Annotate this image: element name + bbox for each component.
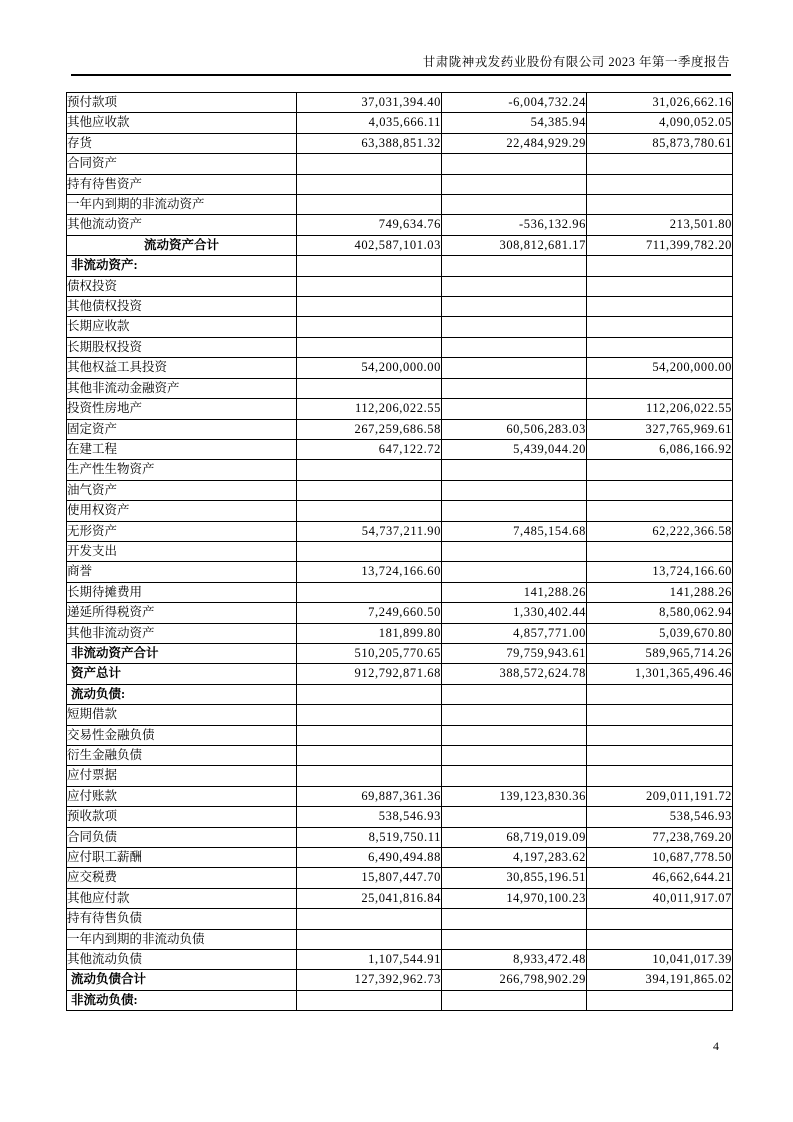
- item-label: 衍生金融负债: [67, 746, 297, 766]
- amount-col2: 30,855,196.51: [442, 868, 587, 888]
- amount-col3: 209,011,191.72: [587, 786, 733, 806]
- amount-col2: -6,004,732.24: [442, 93, 587, 113]
- amount-col2: [442, 705, 587, 725]
- table-row: [67, 582, 733, 602]
- item-label: 合同资产: [67, 154, 297, 174]
- amount-col1: 510,205,770.65: [297, 643, 442, 663]
- amount-col2: [442, 297, 587, 317]
- amount-col1: 181,899.80: [297, 623, 442, 643]
- amount-col1: [297, 541, 442, 561]
- table-row: [67, 725, 733, 745]
- item-label: 长期应收款: [67, 317, 297, 337]
- table-row: [67, 603, 733, 623]
- amount-col1: [297, 480, 442, 500]
- item-label: 应付票据: [67, 766, 297, 786]
- amount-col3: 112,206,022.55: [587, 399, 733, 419]
- amount-col2: [442, 317, 587, 337]
- item-label: 其他流动资产: [67, 215, 297, 235]
- amount-col2: [442, 807, 587, 827]
- amount-col1: [297, 174, 442, 194]
- item-label: 商誉: [67, 562, 297, 582]
- amount-col1: [297, 746, 442, 766]
- item-label: 在建工程: [67, 439, 297, 459]
- item-label: 持有待售负债: [67, 909, 297, 929]
- table-row: [67, 623, 733, 643]
- balance-sheet-table: [66, 92, 733, 1011]
- item-label: 长期股权投资: [67, 337, 297, 357]
- amount-col3: [587, 746, 733, 766]
- table-row: [67, 786, 733, 806]
- amount-col3: 711,399,782.20: [587, 235, 733, 255]
- amount-col2: 14,970,100.23: [442, 888, 587, 908]
- amount-col3: [587, 990, 733, 1010]
- amount-col2: [442, 480, 587, 500]
- amount-col3: [587, 929, 733, 949]
- table-row: [67, 990, 733, 1010]
- amount-col2: 308,812,681.17: [442, 235, 587, 255]
- amount-col2: 4,197,283.62: [442, 848, 587, 868]
- amount-col3: 213,501.80: [587, 215, 733, 235]
- amount-col3: 85,873,780.61: [587, 133, 733, 153]
- item-label: 预收款项: [67, 807, 297, 827]
- item-label: 流动负债:: [67, 684, 297, 704]
- item-label: 预付款项: [67, 93, 297, 113]
- item-label: 流动资产合计: [67, 235, 297, 255]
- item-label: 持有待售资产: [67, 174, 297, 194]
- amount-col2: [442, 684, 587, 704]
- item-label: 其他流动负债: [67, 950, 297, 970]
- table-row: [67, 133, 733, 153]
- amount-col3: 8,580,062.94: [587, 603, 733, 623]
- amount-col2: 60,506,283.03: [442, 419, 587, 439]
- item-label: 无形资产: [67, 521, 297, 541]
- amount-col2: [442, 195, 587, 215]
- item-label: 其他非流动金融资产: [67, 378, 297, 398]
- amount-col1: [297, 378, 442, 398]
- item-label: 一年内到期的非流动负债: [67, 929, 297, 949]
- item-label: 其他权益工具投资: [67, 358, 297, 378]
- table-row: [67, 358, 733, 378]
- item-label: 其他债权投资: [67, 297, 297, 317]
- amount-col1: 25,041,816.84: [297, 888, 442, 908]
- table-row: [67, 195, 733, 215]
- amount-col1: 538,546.93: [297, 807, 442, 827]
- item-label: 短期借款: [67, 705, 297, 725]
- table-row: [67, 684, 733, 704]
- table-row: [67, 439, 733, 459]
- amount-col1: 8,519,750.11: [297, 827, 442, 847]
- table-row: [67, 460, 733, 480]
- amount-col3: [587, 909, 733, 929]
- item-label: 其他非流动资产: [67, 623, 297, 643]
- amount-col1: [297, 990, 442, 1010]
- amount-col2: 7,485,154.68: [442, 521, 587, 541]
- amount-col2: [442, 460, 587, 480]
- amount-col1: 647,122.72: [297, 439, 442, 459]
- table-row: [67, 909, 733, 929]
- table-row: [67, 643, 733, 663]
- amount-col1: 127,392,962.73: [297, 970, 442, 990]
- amount-col2: 79,759,943.61: [442, 643, 587, 663]
- amount-col3: 62,222,366.58: [587, 521, 733, 541]
- table-row: [67, 337, 733, 357]
- amount-col1: 37,031,394.40: [297, 93, 442, 113]
- item-label: 流动负债合计: [67, 970, 297, 990]
- amount-col2: [442, 725, 587, 745]
- table-row: [67, 378, 733, 398]
- amount-col3: 6,086,166.92: [587, 439, 733, 459]
- amount-col3: 1,301,365,496.46: [587, 664, 733, 684]
- page-header: [66, 52, 730, 70]
- amount-col1: [297, 256, 442, 276]
- table-row: [67, 848, 733, 868]
- amount-col1: [297, 154, 442, 174]
- amount-col3: [587, 276, 733, 296]
- table-row: [67, 154, 733, 174]
- amount-col1: 13,724,166.60: [297, 562, 442, 582]
- table-row: [67, 521, 733, 541]
- item-label: 非流动负债:: [67, 990, 297, 1010]
- item-label: 非流动资产合计: [67, 643, 297, 663]
- amount-col2: [442, 562, 587, 582]
- table-row: [67, 174, 733, 194]
- amount-col3: [587, 154, 733, 174]
- table-row: [67, 929, 733, 949]
- amount-col3: [587, 337, 733, 357]
- amount-col1: [297, 684, 442, 704]
- amount-col2: 139,123,830.36: [442, 786, 587, 806]
- table-row: [67, 399, 733, 419]
- amount-col1: 1,107,544.91: [297, 950, 442, 970]
- page-number: 4: [713, 1039, 719, 1053]
- item-label: 应交税费: [67, 868, 297, 888]
- amount-col1: [297, 705, 442, 725]
- amount-col3: [587, 684, 733, 704]
- amount-col3: [587, 705, 733, 725]
- amount-col1: [297, 195, 442, 215]
- item-label: 油气资产: [67, 480, 297, 500]
- amount-col1: [297, 501, 442, 521]
- amount-col2: [442, 276, 587, 296]
- amount-col1: 63,388,851.32: [297, 133, 442, 153]
- item-label: 应付账款: [67, 786, 297, 806]
- amount-col3: 31,026,662.16: [587, 93, 733, 113]
- item-label: 存货: [67, 133, 297, 153]
- table-row: [67, 501, 733, 521]
- amount-col3: [587, 195, 733, 215]
- item-label: 固定资产: [67, 419, 297, 439]
- item-label: 开发支出: [67, 541, 297, 561]
- amount-col3: [587, 174, 733, 194]
- amount-col2: [442, 909, 587, 929]
- amount-col1: [297, 297, 442, 317]
- amount-col3: 10,687,778.50: [587, 848, 733, 868]
- amount-col2: [442, 358, 587, 378]
- amount-col1: 69,887,361.36: [297, 786, 442, 806]
- amount-col1: [297, 909, 442, 929]
- table-row: [67, 113, 733, 133]
- amount-col3: 10,041,017.39: [587, 950, 733, 970]
- item-label: 使用权资产: [67, 501, 297, 521]
- item-label: 投资性房地产: [67, 399, 297, 419]
- amount-col1: [297, 766, 442, 786]
- amount-col2: [442, 990, 587, 1010]
- amount-col2: [442, 541, 587, 561]
- amount-col2: 5,439,044.20: [442, 439, 587, 459]
- item-label: 其他应付款: [67, 888, 297, 908]
- item-label: 债权投资: [67, 276, 297, 296]
- amount-col3: 141,288.26: [587, 582, 733, 602]
- amount-col3: 589,965,714.26: [587, 643, 733, 663]
- table-row: [67, 705, 733, 725]
- item-label: 一年内到期的非流动资产: [67, 195, 297, 215]
- amount-col2: 266,798,902.29: [442, 970, 587, 990]
- item-label: 递延所得税资产: [67, 603, 297, 623]
- amount-col1: [297, 276, 442, 296]
- amount-col3: 46,662,644.21: [587, 868, 733, 888]
- amount-col3: [587, 378, 733, 398]
- amount-col2: 141,288.26: [442, 582, 587, 602]
- amount-col2: -536,132.96: [442, 215, 587, 235]
- amount-col2: [442, 174, 587, 194]
- amount-col1: 4,035,666.11: [297, 113, 442, 133]
- amount-col3: 54,200,000.00: [587, 358, 733, 378]
- amount-col2: 22,484,929.29: [442, 133, 587, 153]
- amount-col3: [587, 460, 733, 480]
- table-row: [67, 480, 733, 500]
- table-row: [67, 807, 733, 827]
- amount-col2: 4,857,771.00: [442, 623, 587, 643]
- amount-col2: [442, 337, 587, 357]
- table-row: [67, 664, 733, 684]
- amount-col1: 7,249,660.50: [297, 603, 442, 623]
- amount-col2: [442, 256, 587, 276]
- table-row: [67, 888, 733, 908]
- amount-col1: 54,200,000.00: [297, 358, 442, 378]
- balance-sheet-body: [67, 93, 733, 1011]
- table-row: [67, 827, 733, 847]
- amount-col2: [442, 766, 587, 786]
- table-row: [67, 868, 733, 888]
- amount-col2: [442, 929, 587, 949]
- table-row: [67, 93, 733, 113]
- table-row: [67, 766, 733, 786]
- item-label: 应付职工薪酬: [67, 848, 297, 868]
- amount-col1: 15,807,447.70: [297, 868, 442, 888]
- table-row: [67, 970, 733, 990]
- amount-col3: [587, 256, 733, 276]
- amount-col1: 402,587,101.03: [297, 235, 442, 255]
- amount-col3: 538,546.93: [587, 807, 733, 827]
- amount-col3: [587, 541, 733, 561]
- amount-col1: 6,490,494.88: [297, 848, 442, 868]
- amount-col3: [587, 766, 733, 786]
- amount-col3: 327,765,969.61: [587, 419, 733, 439]
- table-row: [67, 419, 733, 439]
- amount-col1: [297, 460, 442, 480]
- amount-col2: 388,572,624.78: [442, 664, 587, 684]
- amount-col3: [587, 317, 733, 337]
- amount-col2: 54,385.94: [442, 113, 587, 133]
- amount-col1: [297, 725, 442, 745]
- amount-col2: 68,719,019.09: [442, 827, 587, 847]
- amount-col2: 1,330,402.44: [442, 603, 587, 623]
- amount-col3: 13,724,166.60: [587, 562, 733, 582]
- amount-col2: [442, 399, 587, 419]
- item-label: 非流动资产:: [67, 256, 297, 276]
- amount-col3: [587, 501, 733, 521]
- amount-col1: 54,737,211.90: [297, 521, 442, 541]
- amount-col3: 40,011,917.07: [587, 888, 733, 908]
- amount-col3: [587, 725, 733, 745]
- amount-col1: [297, 929, 442, 949]
- header-title: 甘肃陇神戎发药业股份有限公司 2023 年第一季度报告: [422, 55, 730, 69]
- item-label: 生产性生物资产: [67, 460, 297, 480]
- table-row: [67, 256, 733, 276]
- amount-col2: [442, 378, 587, 398]
- table-row: [67, 541, 733, 561]
- table-row: [67, 317, 733, 337]
- amount-col3: 4,090,052.05: [587, 113, 733, 133]
- item-label: 合同负债: [67, 827, 297, 847]
- table-row: [67, 297, 733, 317]
- table-row: [67, 235, 733, 255]
- amount-col1: [297, 582, 442, 602]
- amount-col2: [442, 746, 587, 766]
- item-label: 资产总计: [67, 664, 297, 684]
- amount-col1: 912,792,871.68: [297, 664, 442, 684]
- table-row: [67, 562, 733, 582]
- amount-col3: 5,039,670.80: [587, 623, 733, 643]
- table-row: [67, 276, 733, 296]
- amount-col1: [297, 337, 442, 357]
- amount-col3: 394,191,865.02: [587, 970, 733, 990]
- item-label: 交易性金融负债: [67, 725, 297, 745]
- item-label: 其他应收款: [67, 113, 297, 133]
- amount-col3: [587, 480, 733, 500]
- item-label: 长期待摊费用: [67, 582, 297, 602]
- amount-col1: 112,206,022.55: [297, 399, 442, 419]
- amount-col1: 267,259,686.58: [297, 419, 442, 439]
- amount-col3: 77,238,769.20: [587, 827, 733, 847]
- table-row: [67, 950, 733, 970]
- amount-col3: [587, 297, 733, 317]
- amount-col1: [297, 317, 442, 337]
- amount-col2: [442, 501, 587, 521]
- amount-col1: 749,634.76: [297, 215, 442, 235]
- header-rule: [71, 74, 731, 76]
- table-row: [67, 215, 733, 235]
- amount-col2: [442, 154, 587, 174]
- amount-col2: 8,933,472.48: [442, 950, 587, 970]
- table-row: [67, 746, 733, 766]
